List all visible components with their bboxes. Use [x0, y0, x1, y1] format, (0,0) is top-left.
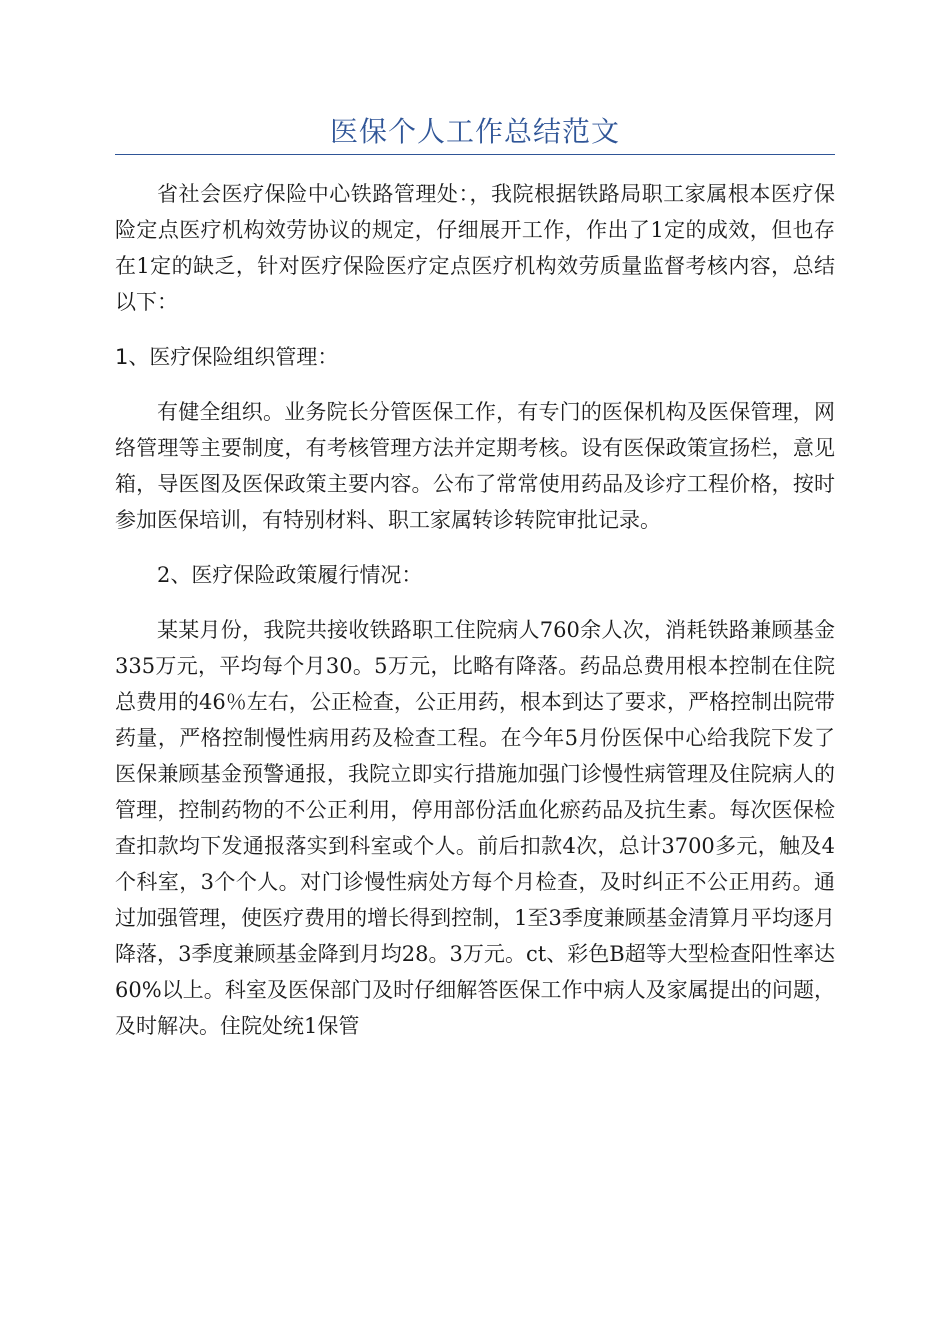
document-title: 医保个人工作总结范文 — [329, 115, 620, 148]
paragraph-intro: 省社会医疗保险中心铁路管理处：，我院根据铁路局职工家属根本医疗保险定点医疗机构效劳协议的规定，仔细展开工作，作出了1定的成效，但也存在1定的缺乏，针对医疗保险医疗定点医疗机构效劳质量监督考核内容，总结以下： — [115, 182, 835, 314]
section-heading-1: 1、医疗保险组织管理： — [115, 345, 339, 369]
paragraph-policy: 某某月份，我院共接收铁路职工住院病人760余人次，消耗铁路兼顾基金335万元，平均每个月30。5万元，比略有降落。药品总费用根本控制在住院总费用的46％左右，公正检查，公正用药，根本到达了要求，严格控制出院带药量，严格控制慢性病用药及检查工程。在今年5月份医保中心给我院下发了医保兼顾基金预警通报，我院立即实行措施加强门诊慢性病管理及住院病人的管理，控制药物的不公正利用，停用部份活血化瘀药品及抗生素。每次医保检查扣款均下发通报落实到科室或个人。前后扣款4次，总计3700多元，触及4个科室，3个个人。对门诊慢性病处方每个月检查，及时纠正不公正用药。通过加强管理，使医疗费用的增长得到控制，1至3季度兼顾基金清算月平均逐月降落，3季度兼顾基金降到月均28。3万元。ct、彩色B超等大型检查阳性率达60%以上。科室及医保部门及时仔细解答医保工作中病人及家属提出的问题，及时解决。住院处统1保管 — [115, 618, 835, 1038]
title-underline — [115, 154, 835, 155]
section-heading-2: 2、医疗保险政策履行情况： — [157, 563, 423, 587]
document-body — [115, 176, 835, 1063]
paragraph-organization: 有健全组织。业务院长分管医保工作，有专门的医保机构及医保管理，网络管理等主要制度，有考核管理方法并定期考核。设有医保政策宣扬栏，意见箱，导医图及医保政策主要内容。公布了常常使用药品及诊疗工程价格，按时参加医保培训，有特别材料、职工家属转诊转院审批记录。 — [115, 400, 835, 532]
